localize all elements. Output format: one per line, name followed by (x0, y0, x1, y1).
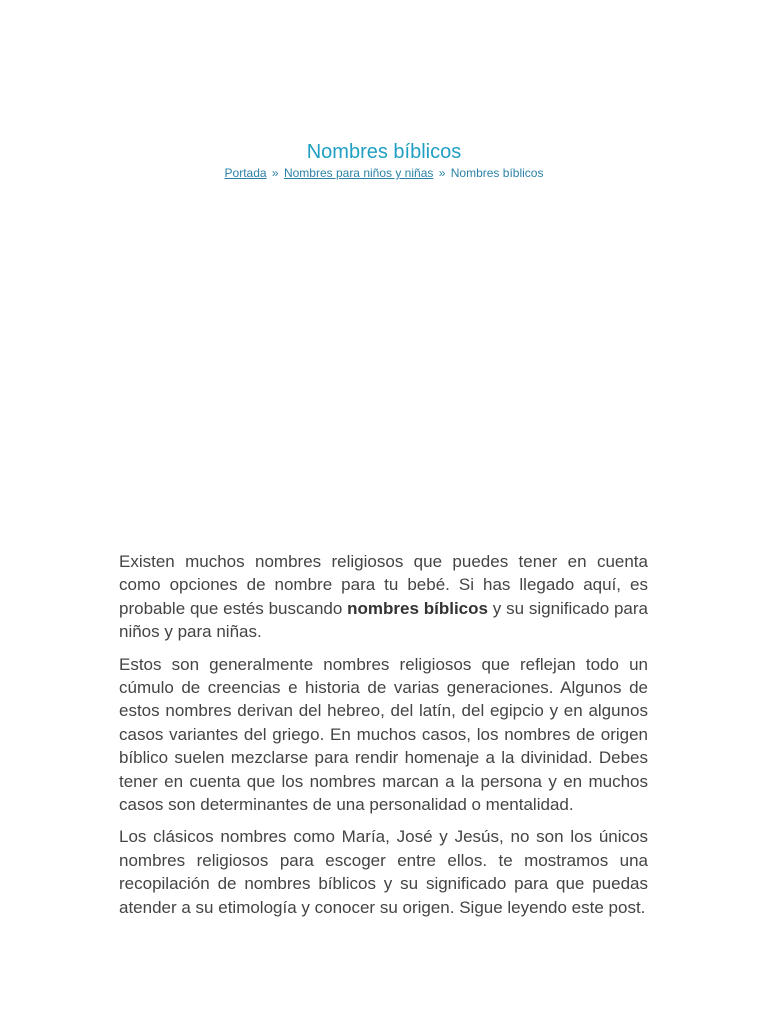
paragraph-origins: Estos son generalmente nombres religiosos que reflejan todo un cúmulo de creencias e historia de varias generaciones. Algunos de estos nombres derivan del hebreo, del latín, del egipcio y en algunos casos variantes del griego. En muchos casos, los nombres de origen bíblico suelen mezclarse para rendir homenaje a la divinidad. Debes tener en cuenta que los nombres marcan a la persona y en muchos casos son determinantes de una personalidad o mentalidad. (119, 654, 648, 815)
paragraph-intro (119, 550, 648, 644)
keyword-bold: nombres bíblicos (347, 598, 488, 618)
blank-ad-space (0, 190, 768, 540)
breadcrumb-link-category[interactable]: Nombres para niños y niñas (283, 166, 434, 180)
article-body (119, 550, 648, 928)
page-title: Nombres bíblicos (306, 141, 462, 163)
breadcrumb (0, 165, 768, 181)
page-header (0, 139, 768, 181)
breadcrumb-separator: » (438, 166, 446, 180)
paragraph-classics: Los clásicos nombres como María, José y Jesús, no son los únicos nombres religiosos para escoger entre ellos. te mostramos una recopilación de nombres bíblicos y su significado para que puedas atender a su etimología y conocer su origen. Sigue leyendo este post. (119, 827, 648, 917)
breadcrumb-separator: » (271, 166, 279, 180)
breadcrumb-link-home[interactable]: Portada (224, 166, 267, 180)
breadcrumb-current: Nombres bíblicos (450, 166, 544, 180)
paragraph-text: y su significado para niños y para niñas. (119, 598, 649, 642)
paragraph-text: Existen muchos nombres religiosos que puedes tener en cuenta como opciones de nombre para tu bebé. Si has llegado aquí, es probable que estés buscando (119, 552, 648, 618)
